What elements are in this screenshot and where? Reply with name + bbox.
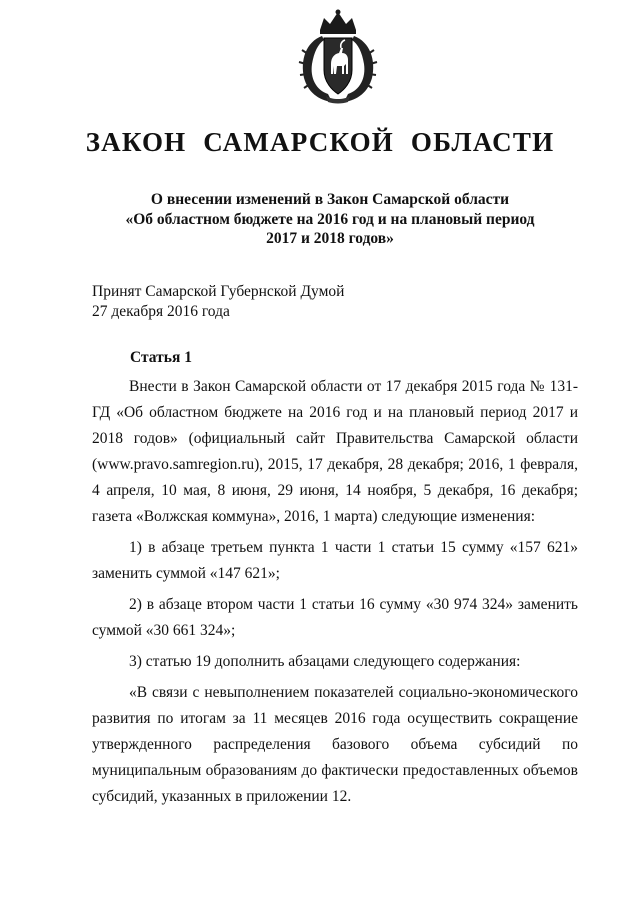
adoption-info xyxy=(92,282,344,322)
subtitle-line: О внесении изменений в Закон Самарской области xyxy=(150,191,510,208)
article-heading: Статья 1 xyxy=(130,349,192,366)
law-subtitle xyxy=(110,190,550,249)
adoption-body: Принят Самарской Губернской Думой xyxy=(92,283,345,300)
article-body xyxy=(92,374,578,815)
law-title: ЗАКОН САМАРСКОЙ ОБЛАСТИ xyxy=(85,127,555,157)
paragraph: Внести в Закон Самарской области от 17 декабря 2015 года № 131-ГД «Об областном бюджете на 2016 год и на плановый период 2017 и 2018 годов» (официальный сайт Правительства Самарской области (www.pravo.samregion.ru), 2015, 17 декабря, 28 декабря; 2016, 1 февраля, 4 апреля, 10 мая, 8 июня, 29 июня, 14 ноября, 5 декабря, 16 декабря; газета «Волжская коммуна», 2016, 1 марта) следующие изменения: xyxy=(92,378,578,525)
paragraph: 1) в абзаце третьем пункта 1 части 1 статьи 15 сумму «157 621» заменить суммой «147 621»; xyxy=(92,539,578,582)
coat-of-arms-icon xyxy=(292,8,384,104)
subtitle-line: 2017 и 2018 годов» xyxy=(266,230,394,247)
subtitle-line: «Об областном бюджете на 2016 год и на плановый период xyxy=(125,210,535,228)
paragraph: 2) в абзаце втором части 1 статьи 16 сумму «30 974 324» заменить суммой «30 661 324»; xyxy=(92,596,578,639)
paragraph: 3) статью 19 дополнить абзацами следующего содержания: xyxy=(129,653,521,670)
adoption-date: 27 декабря 2016 года xyxy=(92,303,230,320)
paragraph: «В связи с невыполнением показателей социально-экономического развития по итогам за 11 месяцев 2016 года осуществить сокращение утвержденного распределения базового объема субсидий по муниципальным образованиям до фактически предоставленных объемов субсидий, указанных в приложении 12. xyxy=(92,684,578,805)
